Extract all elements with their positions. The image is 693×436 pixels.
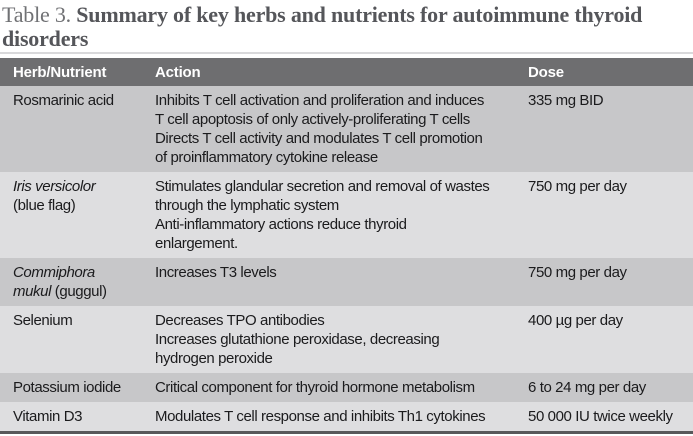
table-bottom-border [0,431,693,434]
action-cell [155,263,528,301]
herb-cell [0,263,155,301]
header-cell-herb-nutrient: Herb/Nutrient [13,63,107,81]
data-table [0,58,693,434]
dose-cell: 750 mg per day [528,264,627,281]
action-cell [155,177,528,253]
herb-line: Commiphora [13,264,95,281]
herb-line: Vitamin D3 [13,408,83,425]
header-cell-dose: Dose [528,63,564,81]
table-row [0,86,693,172]
action-line: Decreases TPO antibodies [155,312,325,329]
table-row [0,373,693,402]
header-cell-action: Action [155,63,201,81]
action-cell [155,91,528,167]
action-line: T cell apoptosis of only actively-proliferating T cells [155,111,470,128]
action-line: Directs T cell activity and modulates T cell promotion [155,130,483,147]
dose-cell: 335 mg BID [528,92,604,109]
action-line: Modulates T cell response and inhibits Th1 cytokines [155,408,486,425]
action-cell [155,407,528,426]
table-header-row [0,58,693,86]
herb-line: Iris versicolor [13,178,96,195]
action-line: through the lymphatic system [155,197,339,214]
action-line: of proinflammatory cytokine release [155,149,378,166]
table-title-text: Summary of key herbs and nutrients for autoimmune thyroid disorders [2,2,643,51]
herb-line: Potassium iodide [13,379,121,396]
action-line: Increases glutathione peroxidase, decreasing [155,331,440,348]
table-row [0,402,693,431]
herb-line: Rosmarinic acid [13,92,114,109]
table-title-prefix: Table 3. [2,2,77,27]
herb-cell [0,91,155,167]
table-body [0,86,693,431]
table-row [0,306,693,373]
herb-cell [0,378,155,397]
action-cell [155,378,528,397]
herb-cell [0,407,155,426]
action-line: Critical component for thyroid hormone metabolism [155,379,475,396]
action-line: Inhibits T cell activation and proliferation and induces [155,92,484,109]
action-line: enlargement. [155,235,238,252]
herb-line: (blue flag) [13,197,76,214]
table-row [0,172,693,258]
herb-cell [0,311,155,368]
action-line: Increases T3 levels [155,264,277,281]
herb-cell [0,177,155,253]
table-title [0,0,665,52]
herb-line: mukul (guggul) [13,283,107,300]
dose-cell: 750 mg per day [528,178,627,195]
action-line: Anti-inflammatory actions reduce thyroid [155,216,407,233]
action-line: hydrogen peroxide [155,350,273,367]
dose-cell: 400 µg per day [528,312,623,329]
action-line: Stimulates glandular secretion and removal of wastes [155,178,490,195]
dose-cell: 6 to 24 mg per day [528,379,646,396]
table-row [0,258,693,306]
action-cell [155,311,528,368]
dose-cell: 50 000 IU twice weekly [528,408,673,425]
herb-line: Selenium [13,312,73,329]
